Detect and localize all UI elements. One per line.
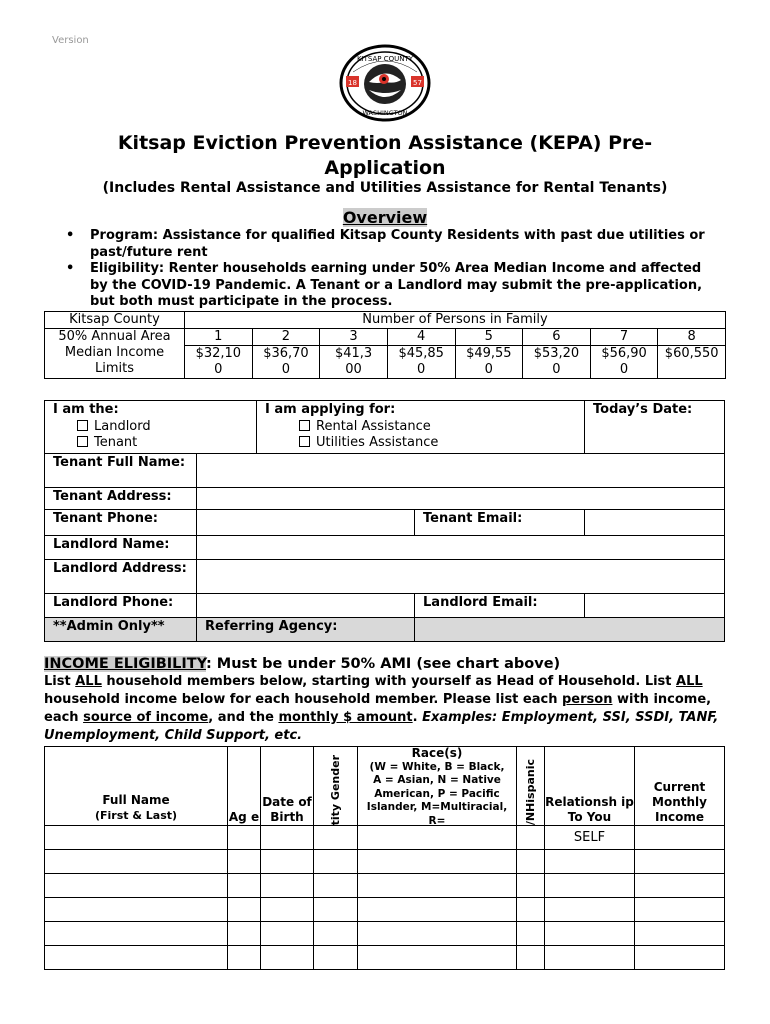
income-heading-rest: : Must be under 50% AMI (see chart above) [205,656,561,672]
ami-persons-5: 5 [455,329,523,346]
version-label: Version [52,35,89,46]
ami-persons-1: 1 [185,329,253,346]
landlord-checkbox[interactable] [77,420,88,431]
landlord-address-input[interactable] [197,559,725,593]
table-row [45,826,725,850]
applicant-form [44,400,725,642]
ami-limit-5: $49,55 0 [455,346,523,379]
table-row [45,922,725,946]
ami-persons-2: 2 [252,329,320,346]
landlord-address-label: Landlord Address: [45,559,197,593]
household-members-table [44,746,725,970]
tenant-phone-input[interactable] [197,509,415,535]
ami-limit-8: $60,550 [658,346,726,379]
col-gender: tity Gender [314,747,358,826]
ami-limit-7: $56,90 0 [590,346,658,379]
utilities-assistance-option[interactable] [265,435,576,452]
landlord-email-label: Landlord Email: [415,593,585,617]
utilities-assistance-checkbox[interactable] [299,436,310,447]
col-race: Race(s) (W = White, B = Black, A = Asian, N = Native American, P = Pacific Islander, M=Multiracial, R= [358,747,517,826]
tenant-full-name-input[interactable] [197,453,725,487]
landlord-email-input[interactable] [585,593,725,617]
table-row [45,898,725,922]
col-full-name: Full Name (First & Last) [45,747,228,826]
income-heading [44,655,734,673]
ami-persons-8: 8 [658,329,726,346]
landlord-phone-label: Landlord Phone: [45,593,197,617]
col-relationship: Relationsh ip To You [545,747,635,826]
utilities-assistance-label: Utilities Assistance [316,435,439,450]
overview-bullets [62,228,722,311]
i-am-the-label: I am the: [53,402,119,417]
ami-limit-2: $36,70 0 [252,346,320,379]
ami-limit-1: $32,10 0 [185,346,253,379]
col-income: Current Monthly Income [635,747,725,826]
ami-income-table [44,311,726,379]
page-subtitle: (Includes Rental Assistance and Utilities Assistance for Rental Tenants) [102,180,668,196]
ami-persons-7: 7 [590,329,658,346]
ami-group-header: Number of Persons in Family [185,312,726,329]
ami-limit-4: $45,85 0 [387,346,455,379]
seal-top-text: KITSAP COUNTY [356,55,414,63]
rental-assistance-label: Rental Assistance [316,418,431,434]
income-heading-main: INCOME ELIGIBILITY [44,656,206,672]
ami-row-label-1: 50% Annual Area [58,329,171,344]
tenant-option-label: Tenant [94,435,138,450]
tenant-checkbox[interactable] [77,436,88,447]
tenant-email-input[interactable] [585,509,725,535]
overview-heading-text: Overview [342,208,428,227]
table-row [45,850,725,874]
admin-only-label: **Admin Only** [45,617,197,641]
tenant-address-input[interactable] [197,487,725,509]
col-dob: Date of Birth [261,747,314,826]
income-eligibility-section [44,655,734,745]
applying-for-cell [257,401,585,454]
income-instructions: List ALL household members below, starting with yourself as Head of Household. List ALL household income below for each household member. Please list each person with income, each source of income, and the monthly $ amount. Examples: Employment, SSI, SSDI, TANF, Unemployment, Child Support, etc. [44,674,719,743]
i-am-the-cell [45,401,257,454]
landlord-option-label: Landlord [94,418,151,434]
applying-for-label: I am applying for: [265,402,396,417]
seal-year-right: 57 [413,79,422,87]
bullet-eligibility: • Eligibility: Renter households earning under 50% Area Median Income and affected by the COVID-19 Pandemic. A Tenant or a Landlord may submit the pre-application, but both must participate in the process. [62,261,722,311]
ami-row-label-3: Limits [95,361,134,376]
ami-persons-3: 3 [320,329,388,346]
landlord-phone-input[interactable] [197,593,415,617]
col-hispanic: /NHispanic [517,747,545,826]
seal-bottom-text: WASHINGTON [362,109,408,117]
landlord-name-input[interactable] [197,535,725,559]
col-age: Ag e [228,747,261,826]
page-title [60,131,710,181]
referring-agency-input[interactable] [415,617,725,641]
table-row [45,946,725,970]
referring-agency-label: Referring Agency: [197,617,415,641]
title-line-2: Application [324,157,446,179]
tenant-address-label: Tenant Address: [45,487,197,509]
bullet-program: • Program: Assistance for qualified Kitsap County Residents with past due utilities or past/future rent [62,228,722,261]
ami-limit-3: $41,3 00 [320,346,388,379]
income-examples: Examples: Employment, SSI, SSDI, TANF, Unemployment, Child Support, etc. [44,710,719,743]
rental-assistance-option[interactable] [265,419,576,436]
tenant-option[interactable] [53,435,248,452]
ami-row-label-2: Median Income [64,345,165,360]
table-row [45,874,725,898]
ami-corner-label: Kitsap County [45,312,185,329]
todays-date-field[interactable]: Today’s Date: [585,401,725,454]
kitsap-county-seal [339,44,431,122]
title-line-1: Kitsap Eviction Prevention Assistance (KEPA) Pre- [117,132,653,154]
tenant-full-name-label: Tenant Full Name: [45,453,197,487]
ami-persons-6: 6 [523,329,591,346]
ami-persons-4: 4 [387,329,455,346]
overview-heading [0,208,770,227]
tenant-email-label: Tenant Email: [415,509,585,535]
landlord-option[interactable] [53,419,248,436]
ami-row-label [45,329,185,379]
self-relationship: SELF [545,826,635,850]
landlord-name-label: Landlord Name: [45,535,197,559]
rental-assistance-checkbox[interactable] [299,420,310,431]
ami-limit-6: $53,20 0 [523,346,591,379]
seal-year-left: 18 [348,79,357,87]
tenant-phone-label: Tenant Phone: [45,509,197,535]
